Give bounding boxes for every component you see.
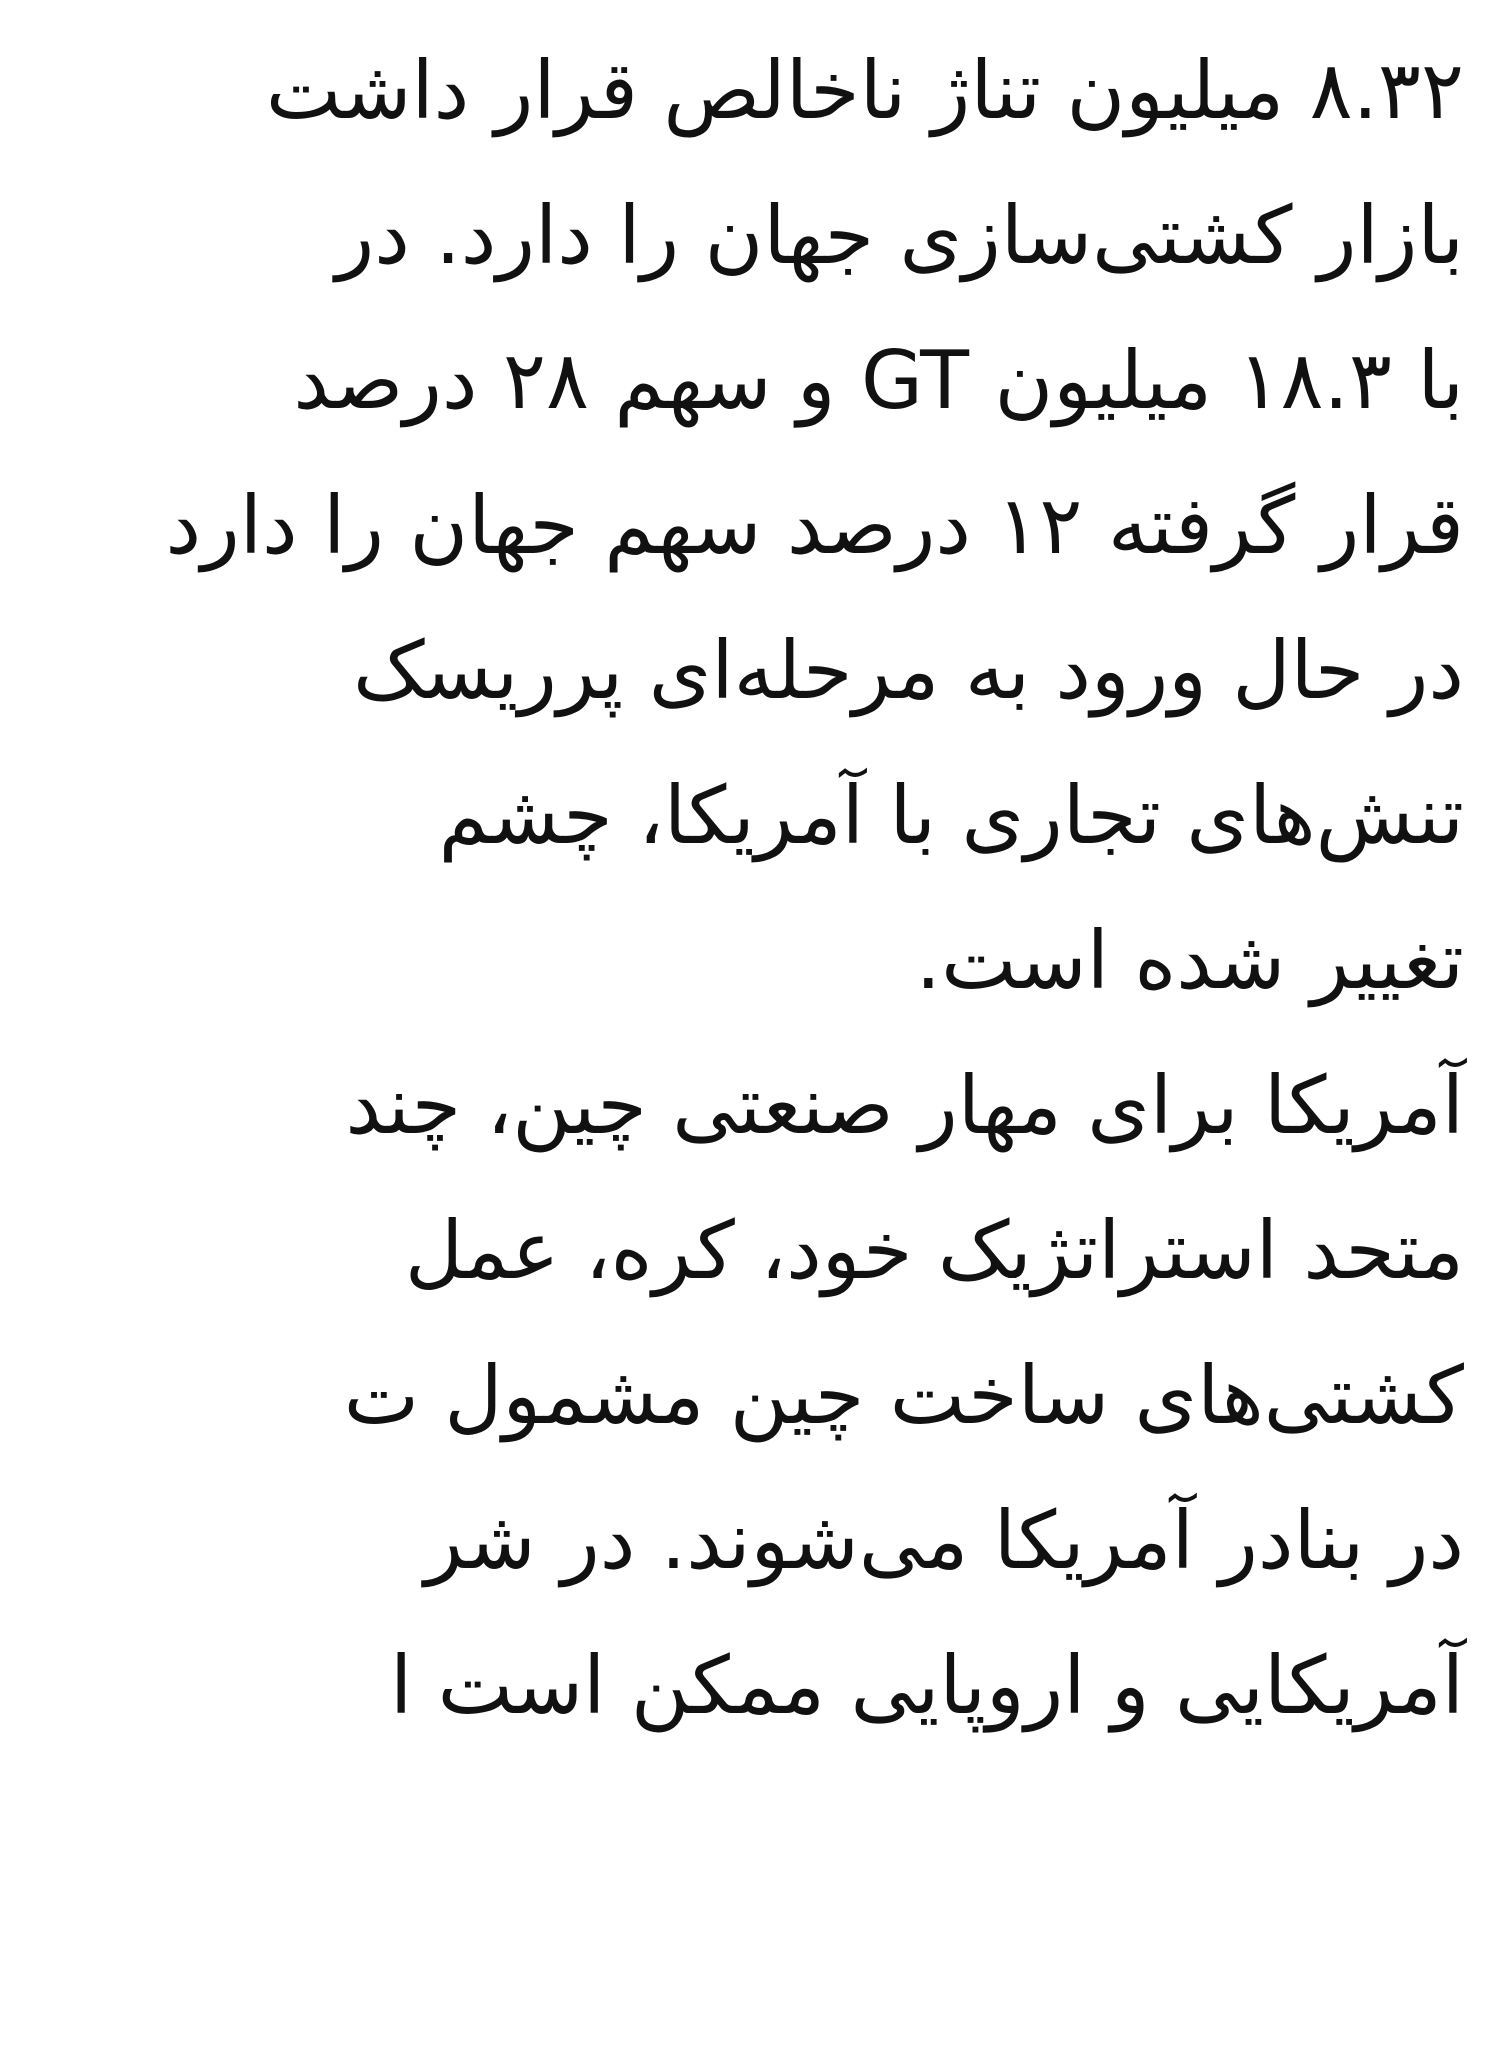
text-line: در بنادر آمریکا می‌شوند. در شر <box>424 1494 1464 1587</box>
text-line: قرار گرفته ۱۲ درصد سهم جهان را دارد <box>165 479 1464 572</box>
text-line: تنش‌های تجاری با آمریکا، چشم <box>438 769 1464 862</box>
text-line: آمریکایی و اروپایی ممکن است ا <box>389 1639 1464 1732</box>
text-line: کشتی‌های ساخت چین مشمول ت <box>343 1349 1464 1442</box>
text-line: متحد استراتژیک خود، کره، عمل <box>404 1204 1464 1297</box>
text-line: ۸.۳۲ میلیون تناژ ناخالص قرار داشت <box>265 44 1464 137</box>
text-line: در حال ورود به مرحله‌ای پرریسک <box>353 624 1464 717</box>
text-line: آمریکا برای مهار صنعتی چین، چند <box>345 1059 1464 1152</box>
text-line: تغییر شده است. <box>915 914 1464 1007</box>
text-line: بازار کشتی‌سازی جهان را دارد. در <box>335 189 1464 282</box>
text-line: با ۱۸.۳ میلیون GT و سهم ۲۸ درصد <box>293 334 1464 427</box>
